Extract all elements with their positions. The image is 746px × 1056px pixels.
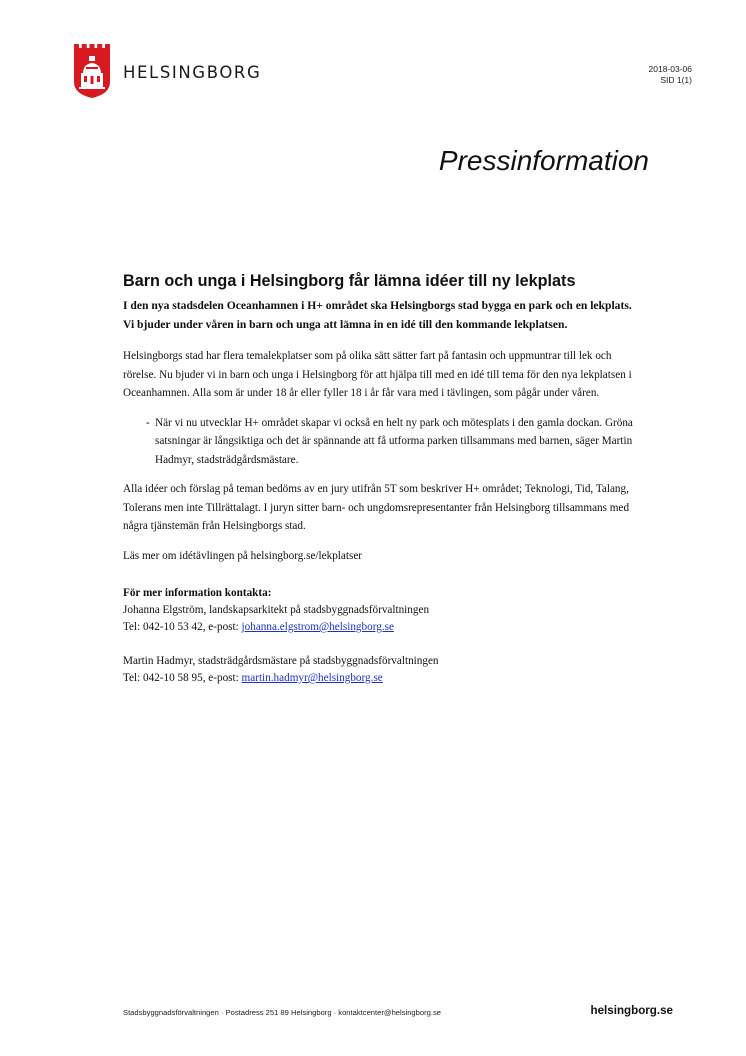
contact-person-2-tel: Tel: 042-10 58 95, e-post: <box>123 672 242 684</box>
press-release-body <box>123 272 645 687</box>
quote-block <box>123 414 645 470</box>
contact-person-2: Martin Hadmyr, stadsträdgårdsmästare på stadsbyggnadsförvaltningen <box>123 655 439 667</box>
headline: Barn och unga i Helsingborg får lämna idéer till ny lekplats <box>123 272 576 290</box>
paragraph-read-more: Läs mer om idétävlingen på helsingborg.se/lekplatser <box>123 549 363 562</box>
contact-person-1-email-link[interactable]: johanna.elgstrom@helsingborg.se <box>241 621 394 633</box>
contact-person-2-email-link[interactable]: martin.hadmyr@helsingborg.se <box>241 672 383 684</box>
contact-person-1-details <box>123 619 645 636</box>
page-number: SID 1(1) <box>660 75 692 85</box>
footer-address: Stadsbyggnadsförvaltningen · Postadress 251 89 Helsingborg · kontaktcenter@helsingborg.se <box>123 1008 441 1017</box>
logo-wordmark: HELSINGBORG <box>123 63 262 82</box>
document-date: 2018-03-06 <box>648 64 692 74</box>
quote-text: När vi nu utvecklar H+ området skapar vi också en helt ny park och mötesplats i den gamla dockan. Gröna satsningar är långsiktiga och det är spännande att få utforma parken tillsammans med barnen, säger Martin Hadmyr, stadsträdgårdsmästare. <box>155 416 633 466</box>
quote-dash: - <box>146 416 150 429</box>
helsingborg-crest-logo <box>74 44 110 98</box>
paragraph-intro: Helsingborgs stad har flera temalekplatser som på olika sätt sätter fart på fantasin och uppmuntrar till lek och rörelse. Nu bjuder vi in barn och unga i Helsingborg för att hjälpa till med en idé till tema för den nya lekplatsen i Oceanhamnen. Alla som är under 18 år eller fyller 18 i år får vara med i tävlingen, som pågår under våren. <box>123 350 632 399</box>
document-type-title: Pressinformation <box>438 145 649 176</box>
contact-person-1: Johanna Elgström, landskapsarkitekt på stadsbyggnadsförvaltningen <box>123 604 430 616</box>
contact-heading: För mer information kontakta: <box>123 587 272 599</box>
contact-person-1-tel: Tel: 042-10 53 42, e-post: <box>123 621 242 633</box>
contact-person-2-details <box>123 670 645 687</box>
footer-website: helsingborg.se <box>590 1004 673 1017</box>
paragraph-jury: Alla idéer och förslag på teman bedöms av en jury utifrån 5T som beskriver H+ området; Teknologi, Tid, Talang, Tolerans men inte Tillrättalagt. I juryn sitter barn- och ungdomsrepresentanter från Helsingborg tillsammans med några tjänstemän från Helsingborgs stad. <box>123 483 630 532</box>
ingress: I den nya stadsdelen Oceanhamnen i H+ området ska Helsingborgs stad bygga en park och en lekplats. Vi bjuder under våren in barn och unga att lämna in en idé till den kommande lekplatsen. <box>123 299 632 331</box>
document-meta <box>649 64 692 86</box>
